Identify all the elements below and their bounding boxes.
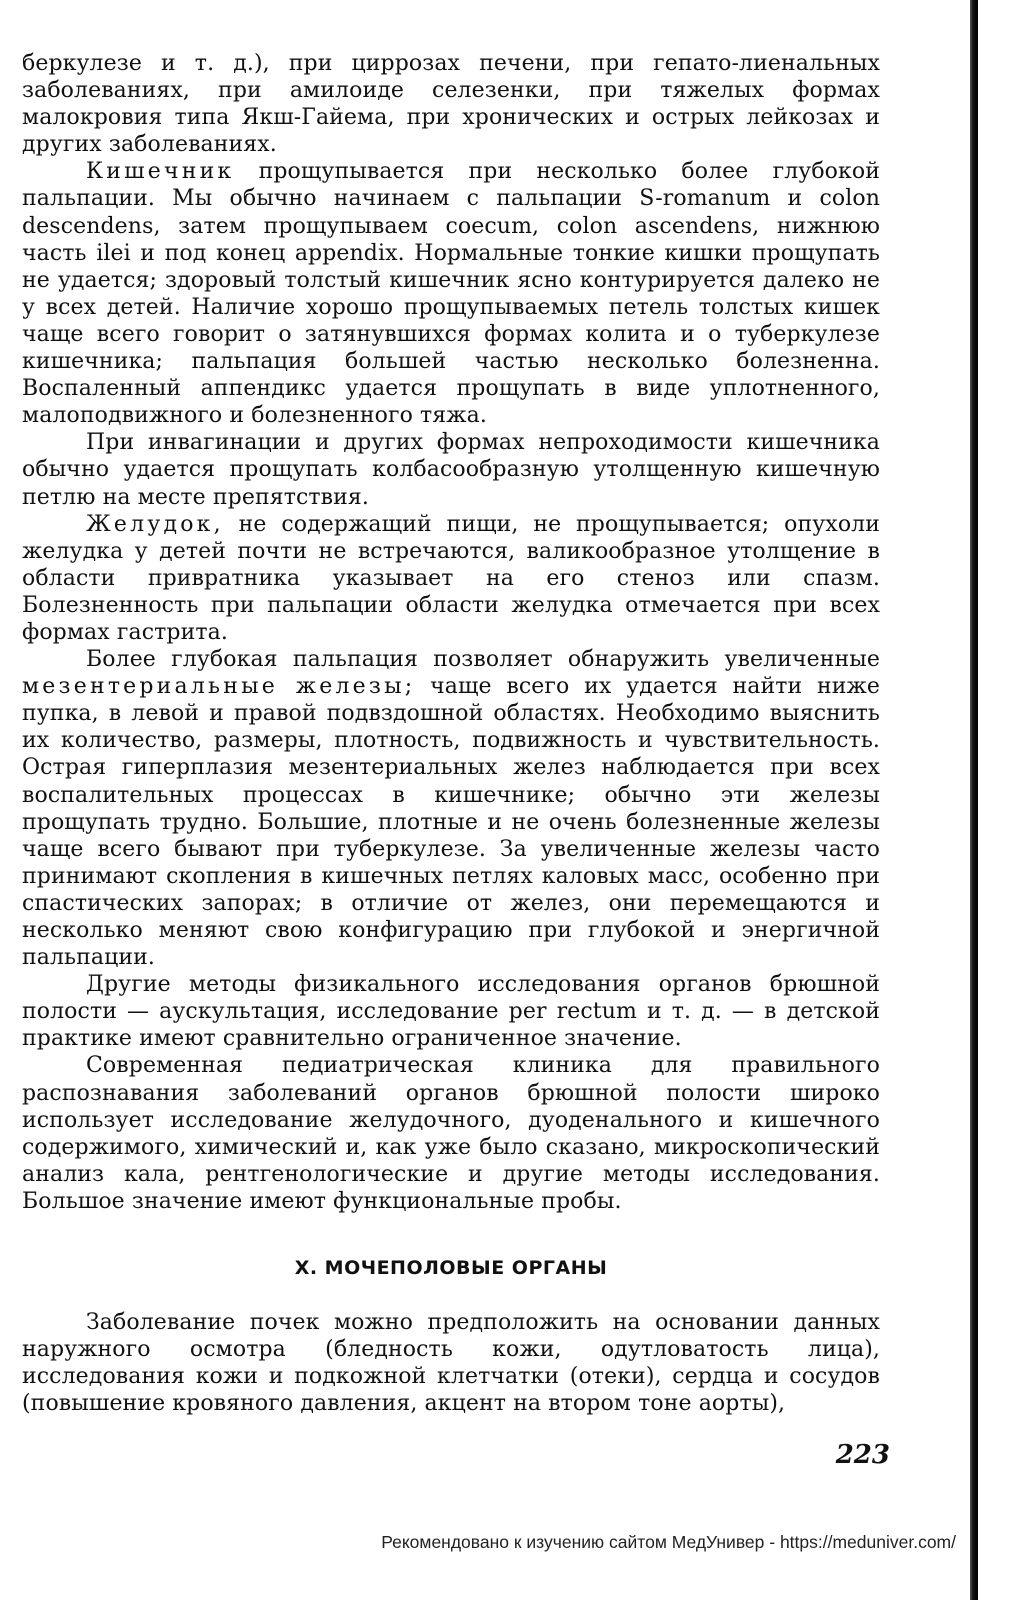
page-edge-shadow bbox=[970, 0, 978, 1600]
paragraph-lead-term: Кишечник bbox=[86, 159, 235, 185]
paragraph-text: беркулезе и т. д.), при циррозах печени, при гепато-лиенальных заболеваниях, при амилоиде селезенки, при тяжелых формах малокровия типа Якш-Гайема, при хронических и острых лейкозах и других заболеваниях. bbox=[22, 51, 880, 158]
paragraph-text: Современная педиатрическая клиника для правильного распознавания заболеваний органов брюшной полости широко использует исследование желудочного, дуоденального и кишечного содержимого, химический и, как уже было сказано, микроскопический анализ кала, рентгенологические и другие методы исследования. Большое значение имеют функциональные пробы. bbox=[22, 1053, 880, 1214]
paragraph-text-before: Более глубокая пальпация позволяет обнаружить увеличенные bbox=[86, 647, 880, 673]
paragraph-intestine bbox=[22, 158, 880, 429]
page-number: 223 bbox=[835, 1440, 890, 1470]
paragraph-text: не содержащий пищи, не прощупывается; опухоли желудка у детей почти не встречаются, валикообразное утолщение в области привратника указывает на его стеноз или спазм. Болезненность при пальпации области желудка отмечается при всех формах гастрита. bbox=[22, 511, 880, 645]
paragraph-spaced-term: мезентериальные железы; bbox=[22, 674, 416, 700]
paragraph-text: прощупывается при несколько более глубокой пальпации. Мы обычно начинаем с пальпации S-romanum и colon descendens, затем прощупываем coecum, colon ascendens, нижнюю часть ilei и под конец appendix. Нормальные тонкие кишки прощупать не удается; здоровый толстый кишечник ясно контурируется далеко не у всех детей. Наличие хорошо прощупываемых петель толстых кишек чаще всего говорит о затянувшихся формах колита и о туберкулезе кишечника; пальпация большей частью несколько болезненна. Воспаленный аппендикс удается прощупать в виде уплотненного, малоподвижного и болезненного тяжа. bbox=[22, 159, 880, 429]
paragraph-text: Заболевание почек можно предположить на основании данных наружного осмотра (бледность кожи, одутловатость лица), исследования кожи и подкожной клетчатки (отеки), сердца и сосудов (повышение кровяного давления, акцент на втором тоне аорты), bbox=[22, 1310, 880, 1417]
paragraph-text: При инвагинации и других формах непроходимости кишечника обычно удается прощупать колбасообразную утолщенную кишечную петлю на месте препятствия. bbox=[22, 430, 880, 510]
section-heading: X. МОЧЕПОЛОВЫЕ ОРГАНЫ bbox=[294, 1257, 608, 1280]
page-body bbox=[22, 50, 880, 1417]
paragraph-stomach bbox=[22, 511, 880, 646]
paragraph-text: Другие методы физикального исследования органов брюшной полости — аускультация, исследование per rectum и т. д. — в детской практике имеют сравнительно ограниченное значение. bbox=[22, 972, 880, 1052]
footer-watermark: Рекомендовано к изучению сайтом МедУнивер - https://meduniver.com/ bbox=[381, 1532, 956, 1552]
paragraph-modern-clinic bbox=[22, 1052, 880, 1215]
paragraph-invagination bbox=[22, 429, 880, 510]
paragraph-lead-term: Желудок, bbox=[86, 511, 224, 537]
paragraph-kidney bbox=[22, 1309, 880, 1417]
paragraph-text: чаще всего их удается найти ниже пупка, в левой и правой подвздошной областях. Необходимо выяснить их количество, размеры, плотность, подвижность и чувствительность. Острая гиперплазия мезентериальных желез наблюдается при всех воспалительных процессах в кишечнике; обычно эти железы прощупать трудно. Большие, плотные и не очень болезненные железы чаще всего бывают при туберкулезе. За увеличенные железы часто принимают скопления в кишечных петлях каловых масс, особенно при спастических запорах; в отличие от желез, они перемещаются и несколько меняют свою конфигурацию при глубокой и энергичной пальпации. bbox=[22, 674, 880, 971]
paragraph-continuation bbox=[22, 50, 880, 158]
paragraph-other-methods bbox=[22, 971, 880, 1052]
paragraph-mesenteric-glands bbox=[22, 646, 880, 971]
